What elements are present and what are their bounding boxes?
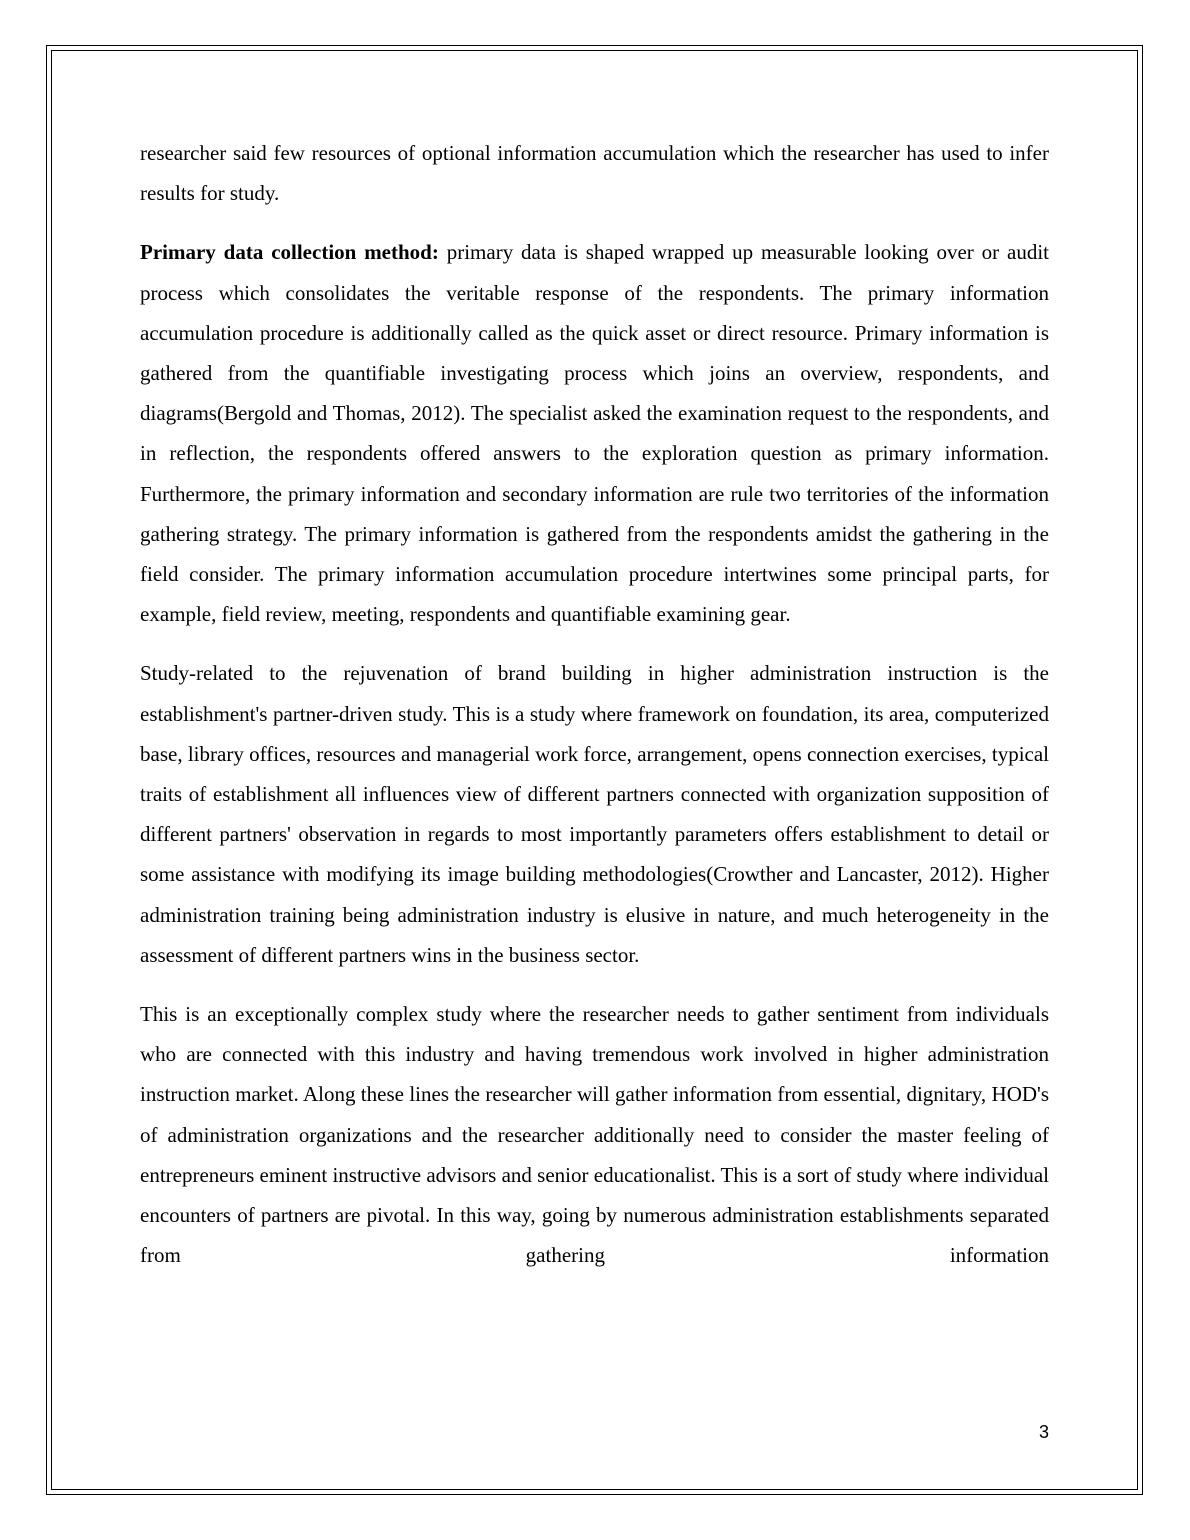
paragraph-2-text: primary data is shaped wrapped up measurable looking over or audit process which consolidates the veritable response of the respondents. The primary information accumulation procedure is additionally called as the quick asset or direct resource. Primary information is gathered from the quantifiable investigating process which joins an overview, respondents, and diagrams(Bergold and Thomas, 2012). The specialist asked the examination request to the respondents, and in reflection, the respondents offered answers to the exploration question as primary information. Furthermore, the primary information and secondary information are rule two territories of the information gathering strategy. The primary information is gathered from the respondents amidst the gathering in the field consider. The primary information accumulation procedure intertwines some principal parts, for example, field review, meeting, respondents and quantifiable examining gear. [140,240,1049,627]
paragraph-4 [140,994,1049,1275]
paragraph-3-text: Study-related to the rejuvenation of brand building in higher administration instruction is the establishment's partner-driven study. This is a study where framework on foundation, its area, computerized base, library offices, resources and managerial work force, arrangement, opens connection exercises, typical traits of establishment all influences view of different partners connected with organization supposition of different partners' observation in regards to most importantly parameters offers establishment to detail or some assistance with modifying its image building methodologies(Crowther and Lancaster, 2012). Higher administration training being administration industry is elusive in nature, and much heterogeneity in the assessment of different partners wins in the business sector. [140,661,1049,967]
paragraph-3 [140,653,1049,975]
paragraph-2-heading: Primary data collection method: [140,240,439,265]
paragraph-1 [140,133,1049,213]
paragraph-4-text: This is an exceptionally complex study where the researcher needs to gather sentiment from individuals who are connected with this industry and having tremendous work involved in higher administration instruction market. Along these lines the researcher will gather information from essential, dignitary, HOD's of administration organizations and the researcher additionally need to consider the master feeling of entrepreneurs eminent instructive advisors and senior educationalist. This is a sort of study where individual encounters of partners are pivotal. In this way, going by numerous administration establishments separated from gathering information [140,1002,1049,1268]
document-body [140,133,1049,1275]
page-number: 3 [1038,1422,1049,1442]
paragraph-2 [140,232,1049,634]
paragraph-1-text: researcher said few resources of optional information accumulation which the researcher has used to infer results for study. [140,141,1049,206]
